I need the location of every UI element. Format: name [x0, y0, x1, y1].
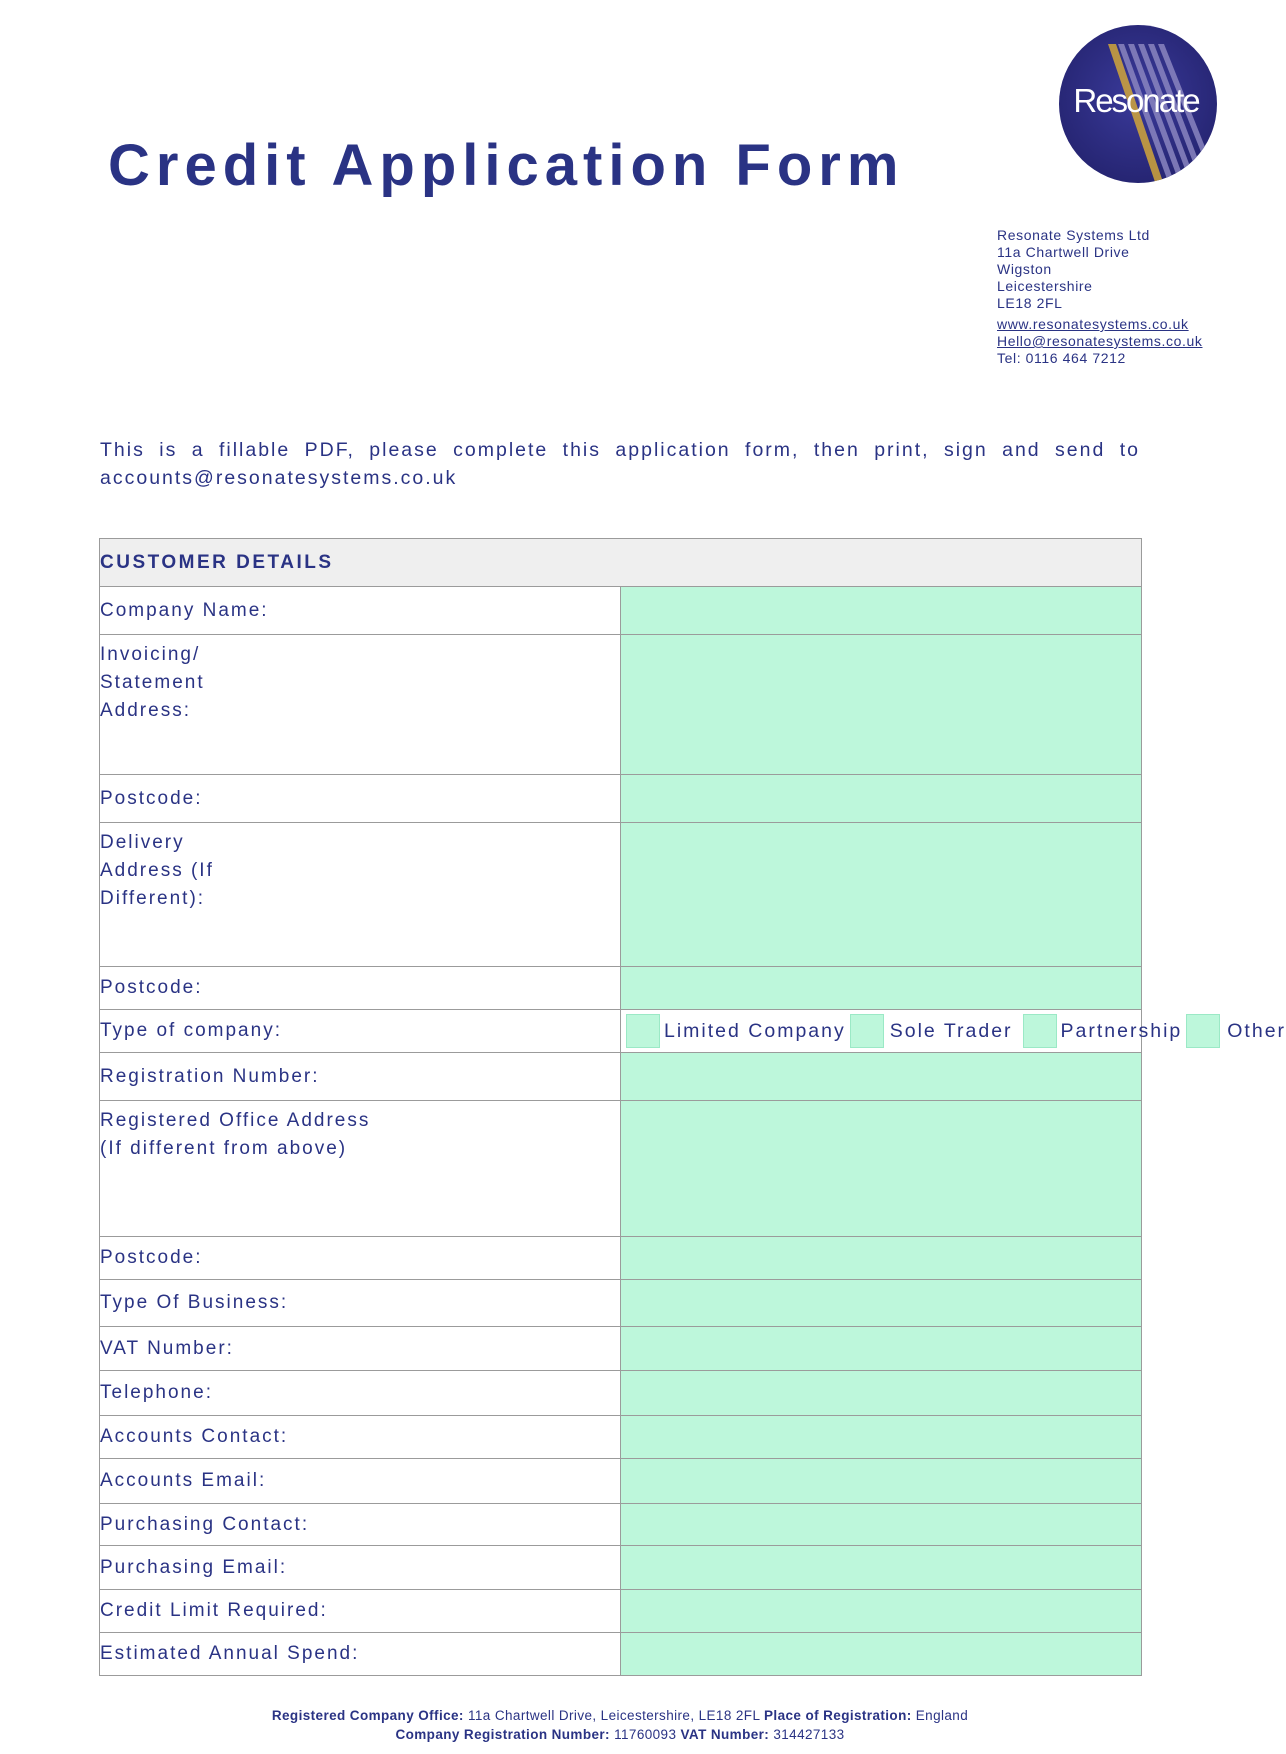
- annual-spend-input[interactable]: [621, 1633, 1142, 1676]
- postcode-label: Postcode:: [100, 1237, 621, 1280]
- vat-label: VAT Number:: [680, 1727, 770, 1742]
- office-value: 11a Chartwell Drive, Leicestershire, LE18 2FL: [467, 1708, 760, 1723]
- credit-limit-input[interactable]: [621, 1590, 1142, 1633]
- registered-office-input[interactable]: [621, 1101, 1142, 1237]
- telephone-number: Tel: 0116 464 7212: [997, 350, 1126, 366]
- section-title: CUSTOMER DETAILS: [100, 539, 1142, 587]
- place-value: England: [915, 1708, 969, 1723]
- annual-spend-label: Estimated Annual Spend:: [100, 1633, 621, 1676]
- delivery-address-input[interactable]: [621, 823, 1142, 967]
- company-name: Resonate Systems Ltd: [997, 227, 1150, 243]
- address-line: Wigston: [997, 261, 1052, 277]
- limited-company-label: Limited Company: [664, 1019, 846, 1042]
- delivery-address-label: Delivery Address (If Different):: [100, 823, 621, 967]
- postcode-label: Postcode:: [100, 967, 621, 1010]
- address-line: 11a Chartwell Drive: [997, 244, 1130, 260]
- purchasing-contact-label: Purchasing Contact:: [100, 1504, 621, 1546]
- partnership-label: Partnership: [1060, 1019, 1183, 1042]
- reg-number-label: Company Registration Number:: [395, 1727, 610, 1742]
- type-of-company-label: Type of company:: [100, 1010, 621, 1053]
- footer-line-2: [0, 1725, 1240, 1744]
- invoicing-postcode-input[interactable]: [621, 775, 1142, 823]
- delivery-postcode-input[interactable]: [621, 967, 1142, 1010]
- company-address: [997, 227, 1203, 367]
- credit-limit-label: Credit Limit Required:: [100, 1590, 621, 1633]
- registered-office-label: Registered Office Address (If different from above): [100, 1101, 621, 1237]
- limited-company-checkbox[interactable]: [626, 1014, 660, 1048]
- registration-number-label: Registration Number:: [100, 1053, 621, 1101]
- vat-number-input[interactable]: [621, 1327, 1142, 1371]
- place-label: Place of Registration:: [764, 1708, 912, 1723]
- address-line: Leicestershire: [997, 278, 1093, 294]
- accounts-email-label: Accounts Email:: [100, 1459, 621, 1504]
- svg-text:Resonate: Resonate: [1073, 82, 1199, 119]
- website-link[interactable]: www.resonatesystems.co.uk: [997, 316, 1189, 332]
- address-postcode: LE18 2FL: [997, 295, 1063, 311]
- sole-trader-label: Sole Trader: [889, 1019, 1013, 1042]
- purchasing-contact-input[interactable]: [621, 1504, 1142, 1546]
- invoicing-address-input[interactable]: [621, 635, 1142, 775]
- footer: [0, 1706, 1240, 1744]
- accounts-contact-input[interactable]: [621, 1416, 1142, 1459]
- purchasing-email-input[interactable]: [621, 1546, 1142, 1590]
- page-title: Credit Application Form: [108, 133, 905, 198]
- vat-number-label: VAT Number:: [100, 1327, 621, 1371]
- other-label: Other: [1227, 1019, 1286, 1042]
- type-of-business-label: Type Of Business:: [100, 1280, 621, 1327]
- intro-text: This is a fillable PDF, please complete this application form, then print, sign and send to accounts@resonatesystems.co.uk: [100, 439, 1140, 489]
- telephone-input[interactable]: [621, 1371, 1142, 1416]
- type-of-business-input[interactable]: [621, 1280, 1142, 1327]
- reg-number-value: 11760093: [614, 1727, 677, 1742]
- partnership-checkbox[interactable]: [1023, 1014, 1057, 1048]
- office-label: Registered Company Office:: [271, 1708, 464, 1723]
- company-name-label: Company Name:: [100, 587, 621, 635]
- telephone-label: Telephone:: [100, 1371, 621, 1416]
- registration-number-input[interactable]: [621, 1053, 1142, 1101]
- purchasing-email-label: Purchasing Email:: [100, 1546, 621, 1590]
- email-link[interactable]: Hello@resonatesystems.co.uk: [997, 333, 1203, 349]
- accounts-contact-label: Accounts Contact:: [100, 1416, 621, 1459]
- accounts-email-input[interactable]: [621, 1459, 1142, 1504]
- customer-details-table: [99, 538, 1286, 1676]
- sole-trader-checkbox[interactable]: [850, 1014, 884, 1048]
- footer-line-1: [0, 1706, 1240, 1725]
- company-name-input[interactable]: [621, 587, 1142, 635]
- invoicing-address-label: Invoicing/ Statement Address:: [100, 635, 621, 775]
- resonate-logo: [1058, 24, 1218, 184]
- vat-value: 314427133: [773, 1727, 845, 1742]
- other-checkbox[interactable]: [1186, 1014, 1220, 1048]
- company-type-options: [621, 1010, 1286, 1053]
- registered-office-postcode-input[interactable]: [621, 1237, 1142, 1280]
- postcode-label: Postcode:: [100, 775, 621, 823]
